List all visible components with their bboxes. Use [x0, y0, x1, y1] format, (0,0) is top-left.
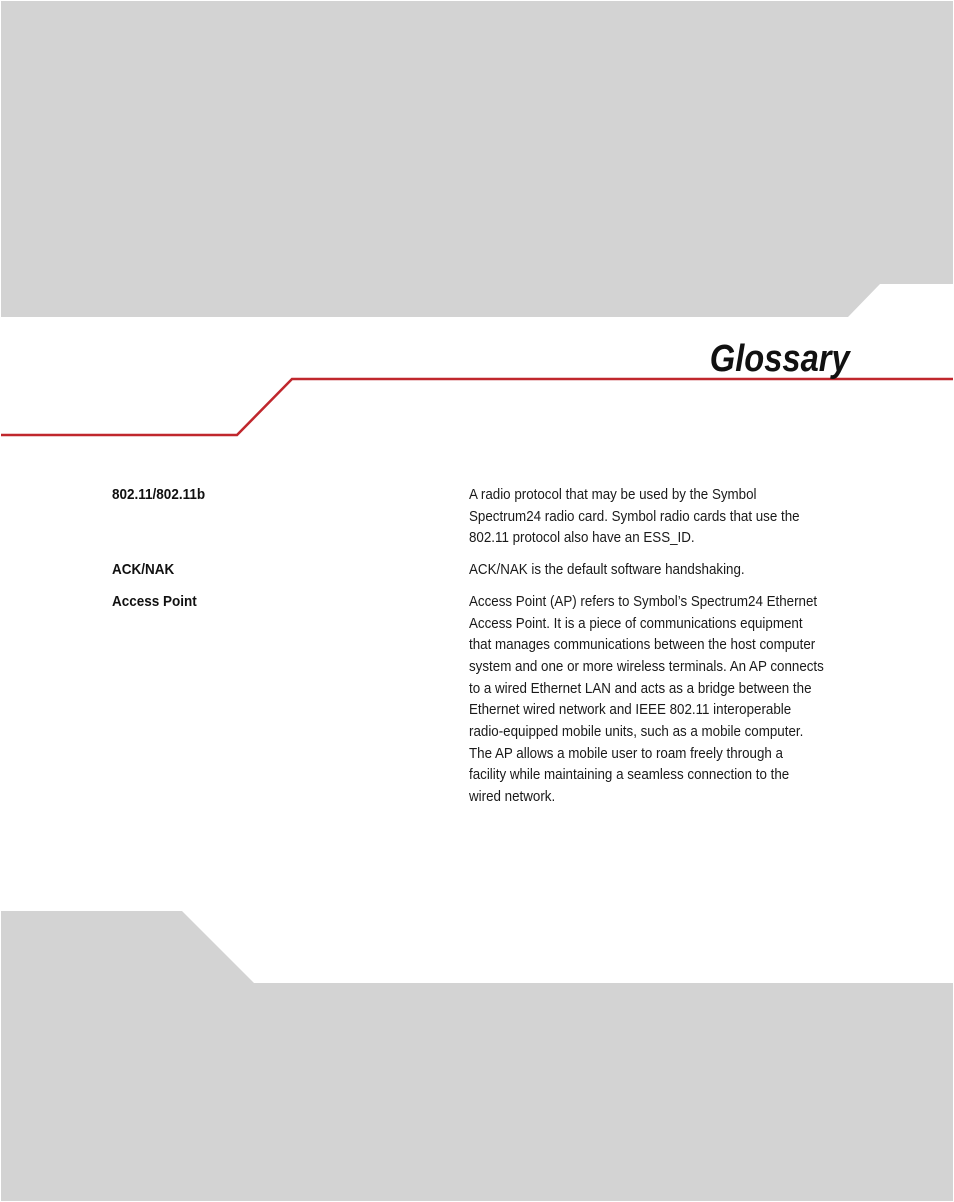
glossary-definition: [469, 591, 849, 808]
glossary-term: Access Point: [112, 592, 197, 610]
definition-line: radio-equipped mobile units, such as a mobile computer.: [469, 723, 804, 741]
glossary-entry: [112, 559, 844, 581]
title-red-rule: [1, 379, 953, 435]
glossary-list: [112, 484, 844, 818]
definition-line: Ethernet wired network and IEEE 802.11 interoperable: [469, 701, 792, 719]
definition-line: facility while maintaining a seamless connection to the: [469, 766, 790, 784]
chapter-title: Glossary: [710, 338, 850, 380]
definition-line: 802.11 protocol also have an ESS_ID.: [469, 529, 695, 547]
definition-line: wired network.: [469, 788, 556, 806]
definition-line: Access Point (AP) refers to Symbol’s Spectrum24 Ethernet: [469, 592, 818, 610]
definition-line: Spectrum24 radio card. Symbol radio cards that use the: [469, 507, 800, 525]
glossary-entry: [112, 484, 844, 549]
definition-line: Access Point. It is a piece of communications equipment: [469, 614, 803, 632]
glossary-definition: [469, 484, 845, 549]
glossary-definition: [469, 559, 844, 581]
top-gray-band: [1, 1, 953, 317]
definition-line: that manages communications between the host computer: [469, 636, 816, 654]
definition-line: A radio protocol that may be used by the Symbol: [469, 486, 757, 503]
glossary-term: ACK/NAK: [112, 561, 175, 579]
bottom-gray-band: [1, 911, 953, 1201]
definition-line: The AP allows a mobile user to roam freely through a: [469, 744, 783, 762]
definition-line: ACK/NAK is the default software handshaking.: [469, 561, 745, 579]
definition-line: system and one or more wireless terminals. An AP connects: [469, 657, 824, 675]
glossary-term: 802.11/802.11b: [112, 486, 206, 503]
definition-line: to a wired Ethernet LAN and acts as a bridge between the: [469, 679, 812, 697]
glossary-entry: [112, 591, 844, 808]
